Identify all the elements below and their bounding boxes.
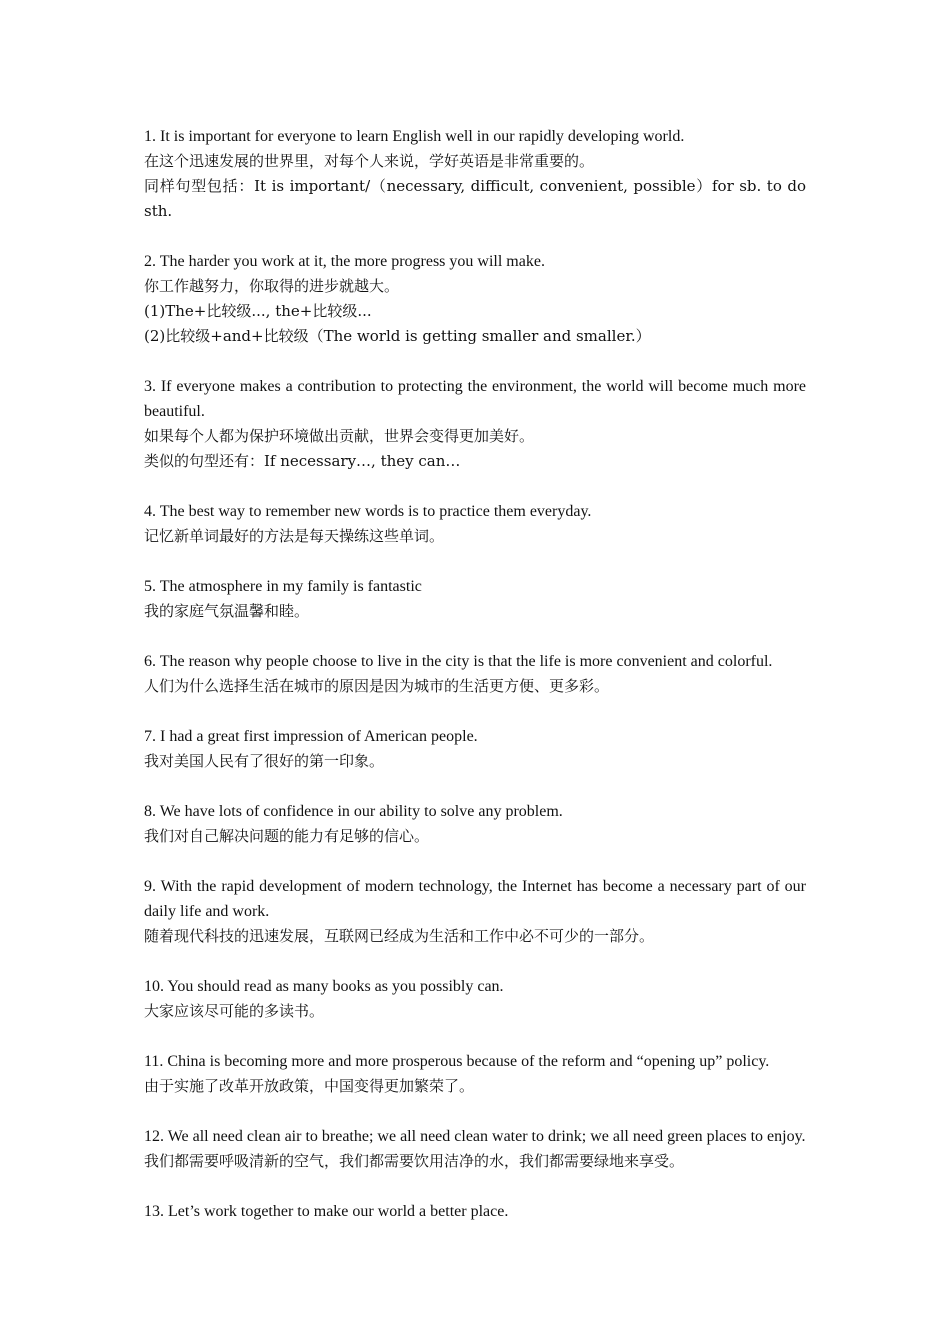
english-sentence: 12. We all need clean air to breathe; we all need clean water to drink; we all need green places to enjoy. xyxy=(144,1128,806,1145)
sentence-item-3 xyxy=(144,374,806,474)
english-sentence: 2. The harder you work at it, the more progress you will make. xyxy=(144,253,545,270)
sentence-item-1 xyxy=(144,124,806,224)
english-sentence: 13. Let’s work together to make our world a better place. xyxy=(144,1203,509,1220)
english-sentence: 8. We have lots of confidence in our ability to solve any problem. xyxy=(144,803,563,820)
chinese-translation: 我们对自己解决问题的能力有足够的信心。 xyxy=(144,827,430,845)
pattern-note: 同样句型包括：It is important/（necessary, difficult, convenient, possible）for sb. to do sth. xyxy=(144,177,806,220)
document-page xyxy=(144,124,806,1249)
english-sentence: 7. I had a great first impression of American people. xyxy=(144,728,478,745)
chinese-translation: 记忆新单词最好的方法是每天操练这些单词。 xyxy=(144,527,445,545)
english-sentence: 5. The atmosphere in my family is fantastic xyxy=(144,578,422,595)
pattern-note: 类似的句型还有：If necessary…, they can… xyxy=(144,452,461,470)
chinese-translation: 我的家庭气氛温馨和睦。 xyxy=(144,602,310,620)
chinese-translation: 如果每个人都为保护环境做出贡献，世界会变得更加美好。 xyxy=(144,427,535,445)
chinese-translation: 随着现代科技的迅速发展，互联网已经成为生活和工作中必不可少的一部分。 xyxy=(144,927,655,945)
sentence-item-12 xyxy=(144,1124,806,1174)
english-sentence: 10. You should read as many books as you possibly can. xyxy=(144,978,504,995)
english-sentence: 3. If everyone makes a contribution to protecting the environment, the world will become much more beautiful. xyxy=(144,378,806,420)
sentence-item-11 xyxy=(144,1049,806,1099)
pattern-note: (1)The+比较级..., the+比较级... xyxy=(144,302,372,320)
sentence-item-10 xyxy=(144,974,806,1024)
english-sentence: 11. China is becoming more and more prosperous because of the reform and “opening up” policy. xyxy=(144,1053,770,1070)
chinese-translation: 大家应该尽可能的多读书。 xyxy=(144,1002,325,1020)
chinese-translation: 我们都需要呼吸清新的空气，我们都需要饮用洁净的水，我们都需要绿地来享受。 xyxy=(144,1152,685,1170)
sentence-item-4 xyxy=(144,499,806,549)
sentence-item-7 xyxy=(144,724,806,774)
chinese-translation: 由于实施了改革开放政策，中国变得更加繁荣了。 xyxy=(144,1077,475,1095)
english-sentence: 4. The best way to remember new words is to practice them everyday. xyxy=(144,503,592,520)
sentence-item-13 xyxy=(144,1199,806,1224)
sentence-item-9 xyxy=(144,874,806,949)
sentence-item-6 xyxy=(144,649,806,699)
chinese-translation: 人们为什么选择生活在城市的原因是因为城市的生活更方便、更多彩。 xyxy=(144,677,610,695)
sentence-item-5 xyxy=(144,574,806,624)
english-sentence: 9. With the rapid development of modern technology, the Internet has become a necessary part of our daily life and work. xyxy=(144,878,806,920)
chinese-translation: 我对美国人民有了很好的第一印象。 xyxy=(144,752,385,770)
english-sentence: 1. It is important for everyone to learn English well in our rapidly developing world. xyxy=(144,128,685,145)
chinese-translation: 在这个迅速发展的世界里，对每个人来说，学好英语是非常重要的。 xyxy=(144,152,595,170)
english-sentence: 6. The reason why people choose to live in the city is that the life is more convenient and colorful. xyxy=(144,653,773,670)
sentence-item-8 xyxy=(144,799,806,849)
sentence-item-2 xyxy=(144,249,806,349)
pattern-note: (2)比较级+and+比较级（The world is getting smaller and smaller.） xyxy=(144,327,651,345)
chinese-translation: 你工作越努力，你取得的进步就越大。 xyxy=(144,277,400,295)
